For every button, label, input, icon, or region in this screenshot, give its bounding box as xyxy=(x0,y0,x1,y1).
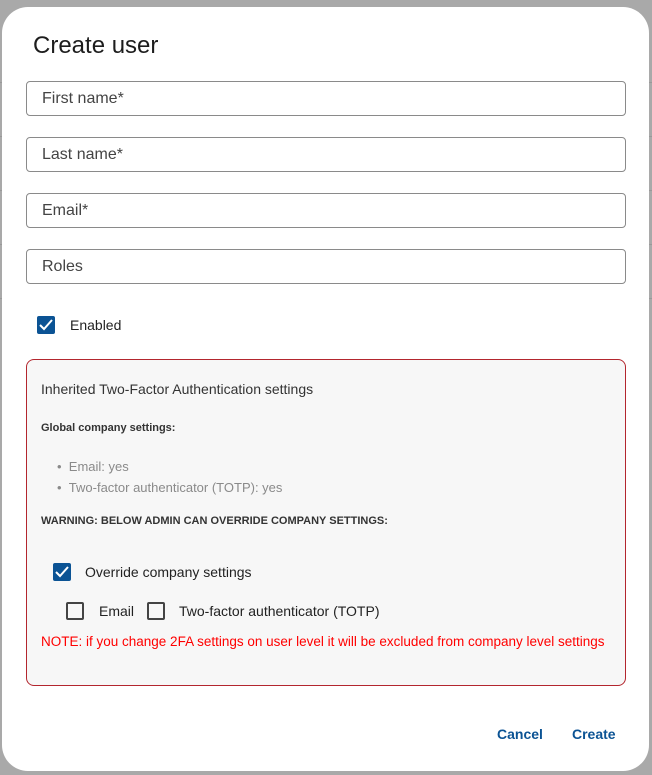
first-name-field[interactable] xyxy=(26,81,626,116)
check-icon xyxy=(39,319,53,331)
global-settings-label: Global company settings: xyxy=(41,422,176,434)
override-note: NOTE: if you change 2FA settings on user level it will be excluded from company level settings xyxy=(41,634,605,649)
dialog-title: Create user xyxy=(33,32,159,59)
global-item-email: • Email: yes xyxy=(57,459,129,474)
last-name-field[interactable] xyxy=(26,137,626,172)
twofa-heading: Inherited Two-Factor Authentication settings xyxy=(41,381,314,397)
two-factor-settings-panel xyxy=(26,359,626,686)
totp-label: Two-factor authenticator (TOTP) xyxy=(179,603,380,619)
create-user-dialog xyxy=(2,7,649,771)
email-2fa-checkbox[interactable] xyxy=(66,602,84,620)
enabled-label: Enabled xyxy=(70,317,122,333)
create-button[interactable]: Create xyxy=(572,726,616,742)
email-2fa-label: Email xyxy=(99,603,135,619)
email-input[interactable] xyxy=(27,194,625,227)
global-item-text: Email: yes xyxy=(68,459,129,474)
override-checkbox[interactable] xyxy=(53,563,71,581)
check-icon xyxy=(55,566,69,578)
roles-field[interactable] xyxy=(26,249,626,284)
last-name-input[interactable] xyxy=(27,138,625,171)
enabled-checkbox[interactable] xyxy=(37,316,55,334)
global-item-totp: • Two-factor authenticator (TOTP): yes xyxy=(57,480,283,495)
override-warning: WARNING: BELOW ADMIN CAN OVERRIDE COMPANY SETTINGS: xyxy=(41,515,388,527)
roles-input[interactable] xyxy=(27,250,625,283)
totp-checkbox[interactable] xyxy=(147,602,165,620)
override-label: Override company settings xyxy=(85,564,252,580)
first-name-input[interactable] xyxy=(27,82,625,115)
email-field[interactable] xyxy=(26,193,626,228)
cancel-button[interactable]: Cancel xyxy=(497,726,543,742)
global-item-text: Two-factor authenticator (TOTP): yes xyxy=(68,480,283,495)
